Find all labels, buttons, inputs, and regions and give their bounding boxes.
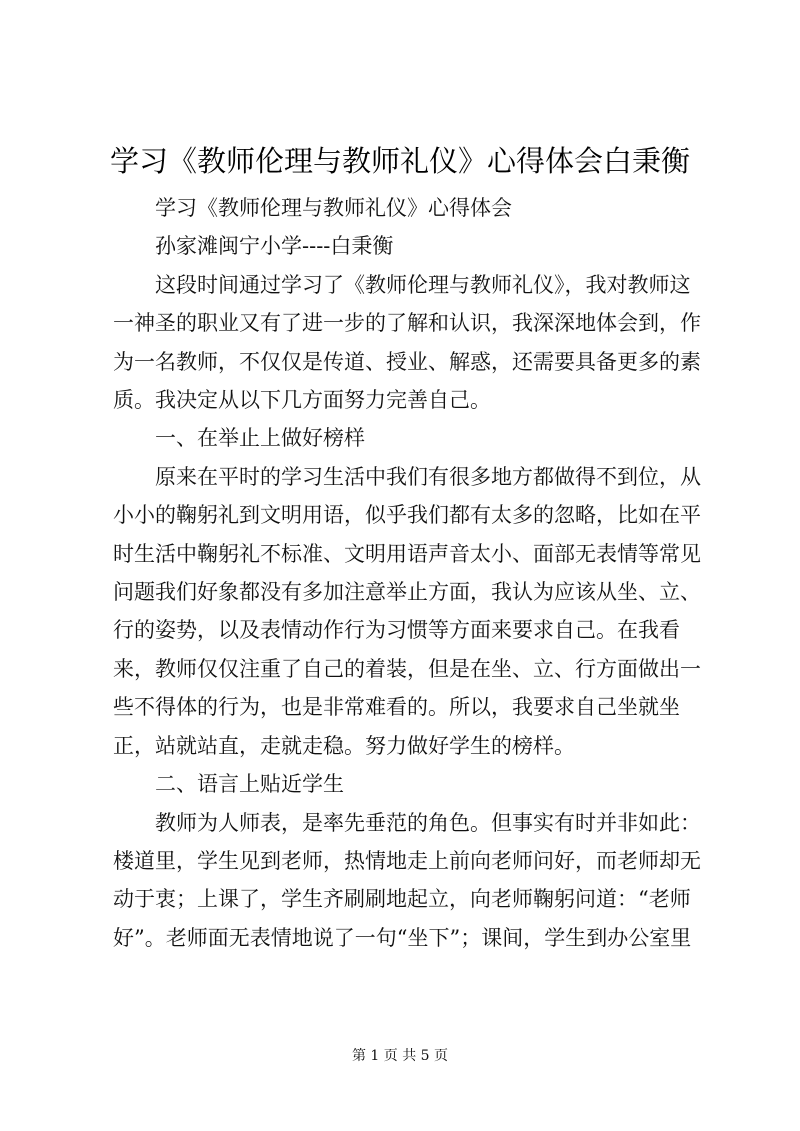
section-heading-2: 二、语言上贴近学生 <box>155 772 344 797</box>
section-heading-1: 一、在举止上做好榜样 <box>155 426 365 451</box>
section-1-paragraph: 原来在平时的学习生活中我们有很多地方都做得不到位，从小小的鞠躬礼到文明用语，似乎我们都有太多的忽略，比如在平时生活中鞠躬礼不标准、文明用语声音太小、面部无表情等常见问题我们好象都没有多加注意举止方面，我认为应该从坐、立、行的姿势，以及表情动作行为习惯等方面来要求自己。在我看来，教师仅仅注重了自己的着装，但是在坐、立、行方面做出一些不得体的行为，也是非常难看的。所以，我要求自己坐就坐正，站就站直，走就走稳。努力做好学生的榜样。 <box>113 464 701 758</box>
page-number: 第 1 页 共 5 页 <box>351 1048 449 1064</box>
subtitle: 学习《教师伦理与教师礼仪》心得体会 <box>155 196 512 220</box>
document-body <box>113 189 703 957</box>
author-line: 孙家滩闽宁小学----白秉衡 <box>155 234 394 259</box>
intro-paragraph: 这段时间通过学习了《教师伦理与教师礼仪》，我对教师这一神圣的职业又有了进一步的了解和认识，我深深地体会到，作为一名教师，不仅仅是传道、授业、解惑，还需要具备更多的素质。我决定从以下几方面努力完善自己。 <box>113 272 701 413</box>
document-title: 学习《教师伦理与教师礼仪》心得体会白秉衡 <box>109 144 690 178</box>
section-2-paragraph: 教师为人师表，是率先垂范的角色。但事实有时并非如此：楼道里，学生见到老师，热情地走上前向老师问好，而老师却无动于衷；上课了，学生齐刷刷地起立，向老师鞠躬问道：“老师好”。老师面无表情地说了一句“坐下”；课间，学生到办公室里 <box>113 810 701 950</box>
